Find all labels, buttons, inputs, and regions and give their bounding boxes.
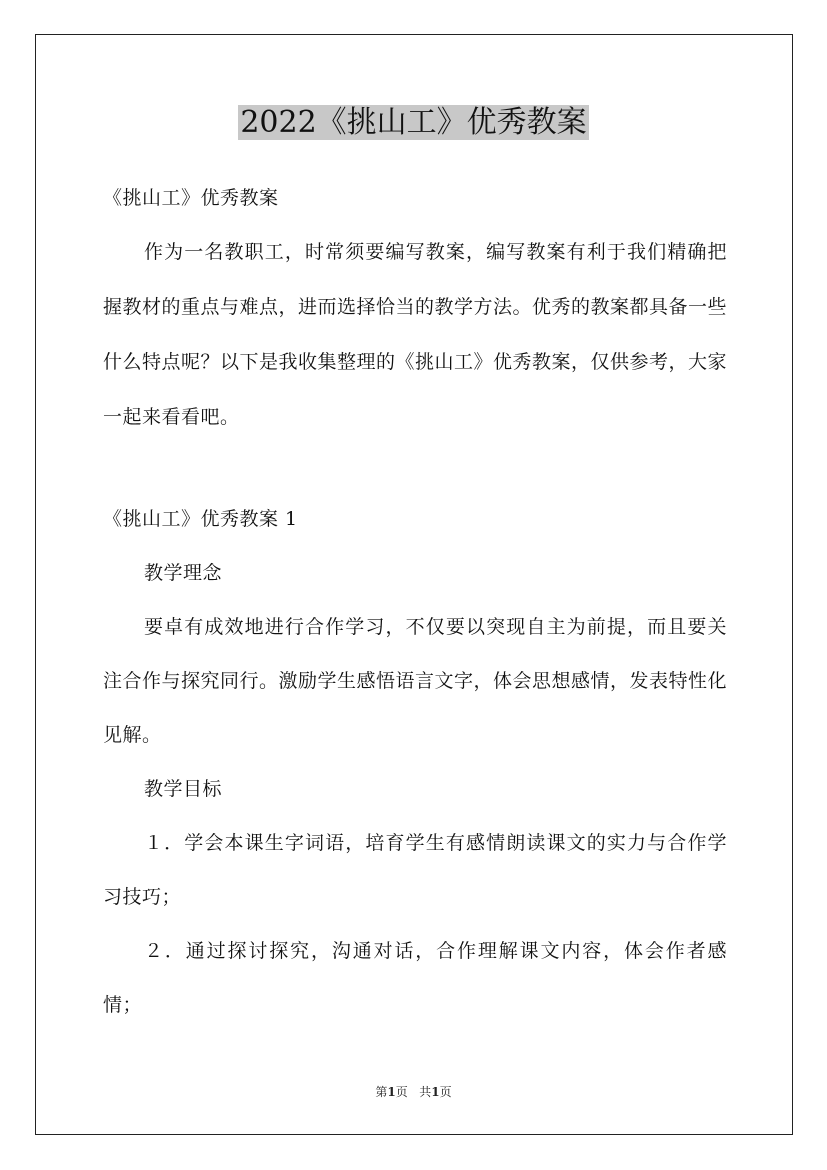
concept-heading: 教学理念 — [144, 562, 223, 584]
document-subtitle: 《挑山工》优秀教案 — [103, 187, 279, 209]
goals-heading: 教学目标 — [144, 778, 223, 800]
section-heading: 《挑山工》优秀教案 1 — [103, 508, 298, 530]
page-number-suffix: 页 — [395, 1085, 408, 1099]
document-title — [0, 100, 827, 146]
concept-paragraph: 要卓有成效地进行合作学习，不仅要以突现自主为前提，而且要关注合作与探究同行。激励学生感悟语言文字，体会思想感情，发表特性化见解。 — [103, 616, 728, 746]
page-number: 1 — [387, 1085, 396, 1099]
total-pages-suffix: 页 — [439, 1085, 452, 1099]
total-pages-prefix: 共 — [419, 1085, 432, 1099]
goal-item-1: １．学会本课生字词语，培育学生有感情朗读课文的实力与合作学习技巧； — [103, 832, 727, 908]
document-body — [103, 171, 727, 1032]
page-footer — [0, 1083, 827, 1100]
document-title-text: 2022《挑山工》优秀教案 — [240, 105, 587, 140]
page-number-prefix: 第 — [375, 1085, 388, 1099]
total-pages: 1 — [431, 1085, 440, 1099]
goal-item-2: ２．通过探讨探究，沟通对话，合作理解课文内容，体会作者感情； — [103, 940, 727, 1016]
intro-paragraph: 作为一名教职工，时常须要编写教案，编写教案有利于我们精确把握教材的重点与难点，进而选择恰当的教学方法。优秀的教案都具备一些什么特点呢？以下是我收集整理的《挑山工》优秀教案，仅供参考，大家一起来看看吧。 — [103, 241, 728, 428]
